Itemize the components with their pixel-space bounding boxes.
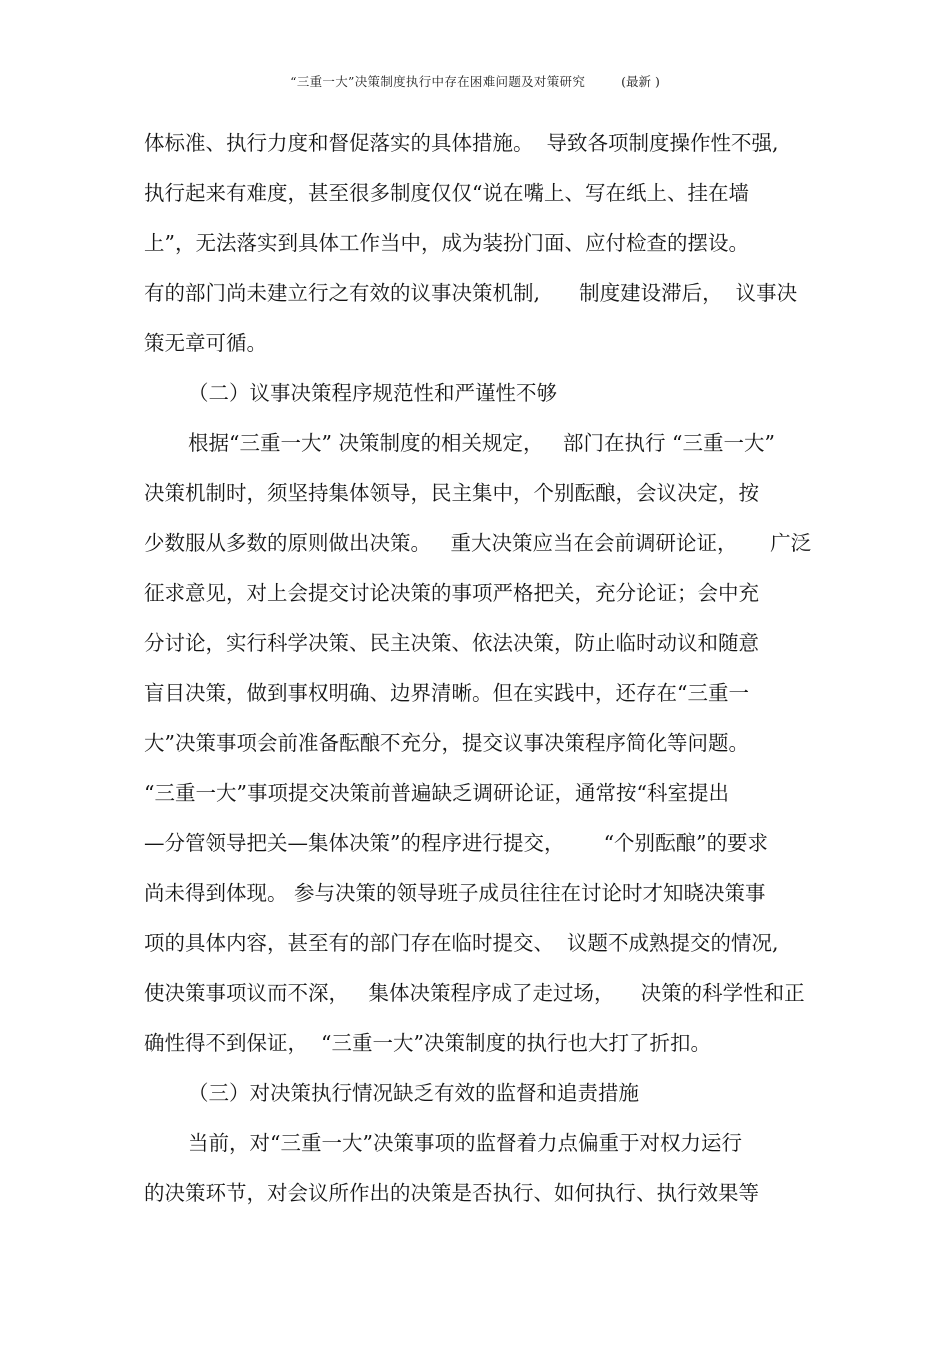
body-line: 确性得不到保证， “三重一大”决策制度的执行也大打了折扣。 [144, 1031, 711, 1055]
body-line: 尚未得到体现。 参与决策的领导班子成员往往在讨论时才知晓决策事 [144, 881, 766, 905]
section-heading: （二）议事决策程序规范性和严谨性不够 [188, 381, 557, 405]
body-line: 执行起来有难度，甚至很多制度仅仅“说在嘴上、写在纸上、挂在墙 [144, 181, 749, 205]
body-line: 有的部门尚未建立行之有效的议事决策机制, 制度建设滞后， 议事决 [144, 281, 798, 305]
body-line: 盲目决策，做到事权明确、边界清晰。但在实践中，还存在“三重一 [144, 681, 749, 705]
page-header [0, 72, 950, 90]
body-line: —分管领导把关—集体决策”的程序进行提交， “个别酝酿”的要求 [144, 831, 769, 855]
body-line: 大”决策事项会前准备酝酿不充分，提交议事决策程序简化等问题。 [144, 731, 749, 755]
header-tag: (最新 ) [621, 74, 660, 89]
body-line: 征求意见，对上会提交讨论决策的事项严格把关，充分论证；会中充 [144, 581, 759, 605]
body-line: 分讨论，实行科学决策、民主决策、依法决策，防止临时动议和随意 [144, 631, 759, 655]
body-line: 当前，对“三重一大”决策事项的监督着力点偏重于对权力运行 [188, 1131, 742, 1155]
body-line: 少数服从多数的原则做出决策。 重大决策应当在会前调研论证， 广泛 [144, 531, 812, 555]
section-heading: （三）对决策执行情况缺乏有效的监督和追责措施 [188, 1081, 639, 1105]
body-line: 使决策事项议而不深， 集体决策程序成了走过场， 决策的科学性和正 [144, 981, 805, 1005]
body-line: 项的具体内容，甚至有的部门存在临时提交、 议题不成熟提交的情况, [144, 931, 779, 955]
body-line: 策无章可循。 [144, 331, 267, 355]
header-title: “三重一大”决策制度执行中存在困难问题及对策研究 [290, 74, 586, 89]
body-line: 根据“三重一大” 决策制度的相关规定， 部门在执行 “三重一大” [188, 431, 776, 455]
body-line: 体标准、执行力度和督促落实的具体措施。 导致各项制度操作性不强, [144, 131, 779, 155]
body-line: 决策机制时，须坚持集体领导，民主集中，个别酝酿，会议决定，按 [144, 481, 759, 505]
body-line: “三重一大”事项提交决策前普遍缺乏调研论证，通常按“科室提出 [144, 781, 729, 805]
body-line: 的决策环节，对会议所作出的决策是否执行、如何执行、执行效果等 [144, 1181, 759, 1205]
body-line: 上”，无法落实到具体工作当中，成为装扮门面、应付检查的摆设。 [144, 231, 749, 255]
